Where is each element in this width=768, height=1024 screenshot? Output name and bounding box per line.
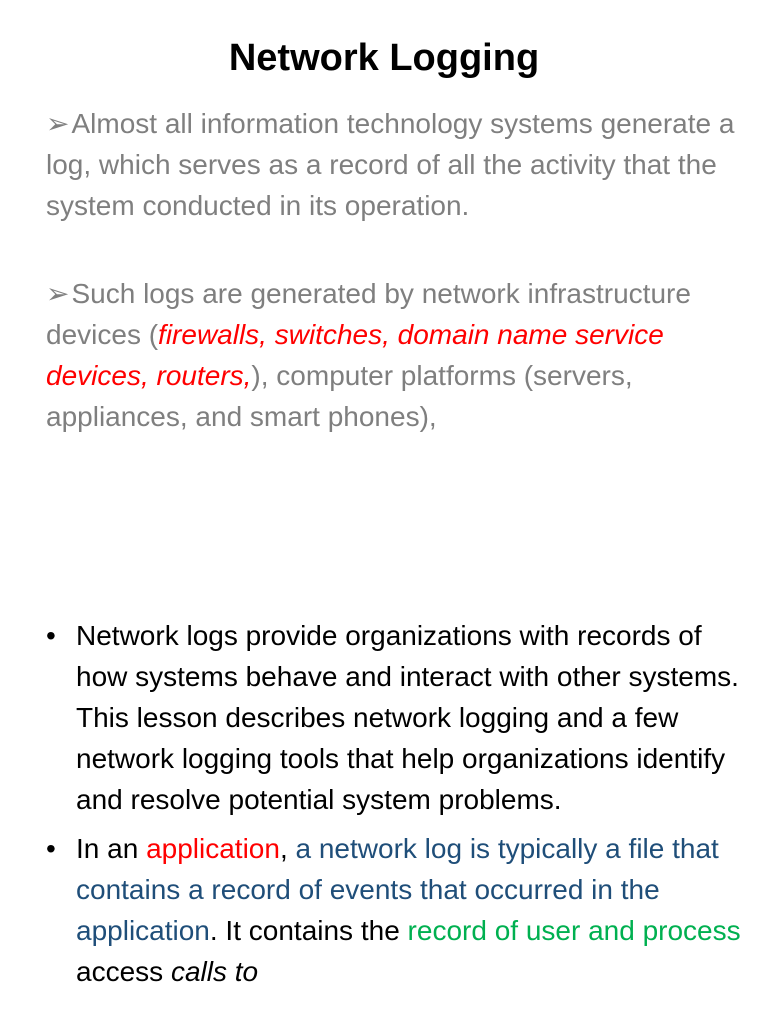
bullet-dot-icon: • (46, 620, 56, 651)
bullet-2-calls-to: calls to (170, 956, 259, 987)
arrow-bullet-icon: ➢ (46, 278, 70, 309)
bullet-2-definition: a network log is typically a file that contains a record of events that occurred in the application (76, 833, 719, 946)
paragraph-1-text: Almost all information technology systems generate a log, which serves as a record of all the activity that the system conducted in its operation. (46, 108, 735, 221)
bullet-item-2 (46, 828, 746, 992)
bullet-2-seg7: access (76, 956, 171, 987)
bullet-2-seg3: , (279, 833, 296, 864)
bullet-2-seg5: . It contains the (209, 915, 408, 946)
bullet-1-text: Network logs provide organizations with records of how systems behave and interact with other systems. This lesson describes network logging and a few network logging tools that help organizations identify and resolve potential system problems. (76, 620, 739, 815)
page-title: Network Logging (228, 37, 540, 79)
paragraph-2-highlight: firewalls, switches, domain name service devices, routers, (46, 319, 664, 391)
arrow-paragraph-1 (46, 103, 746, 226)
bullet-2-record-phrase: record of user and process (407, 915, 741, 946)
bullet-dot-icon: • (46, 833, 56, 864)
bullet-list (46, 615, 746, 1000)
paragraph-2-text-end: ), computer platforms (servers, appliances, and smart phones), (46, 360, 633, 432)
bullet-2-seg1: In an (76, 833, 147, 864)
paragraph-2-text-start: Such logs are generated by network infrastructure devices ( (46, 278, 691, 350)
arrow-paragraph-2 (46, 273, 746, 437)
bullet-item-1 (46, 615, 746, 820)
arrow-bullet-icon: ➢ (46, 108, 70, 139)
bullet-2-application: application (146, 833, 280, 864)
